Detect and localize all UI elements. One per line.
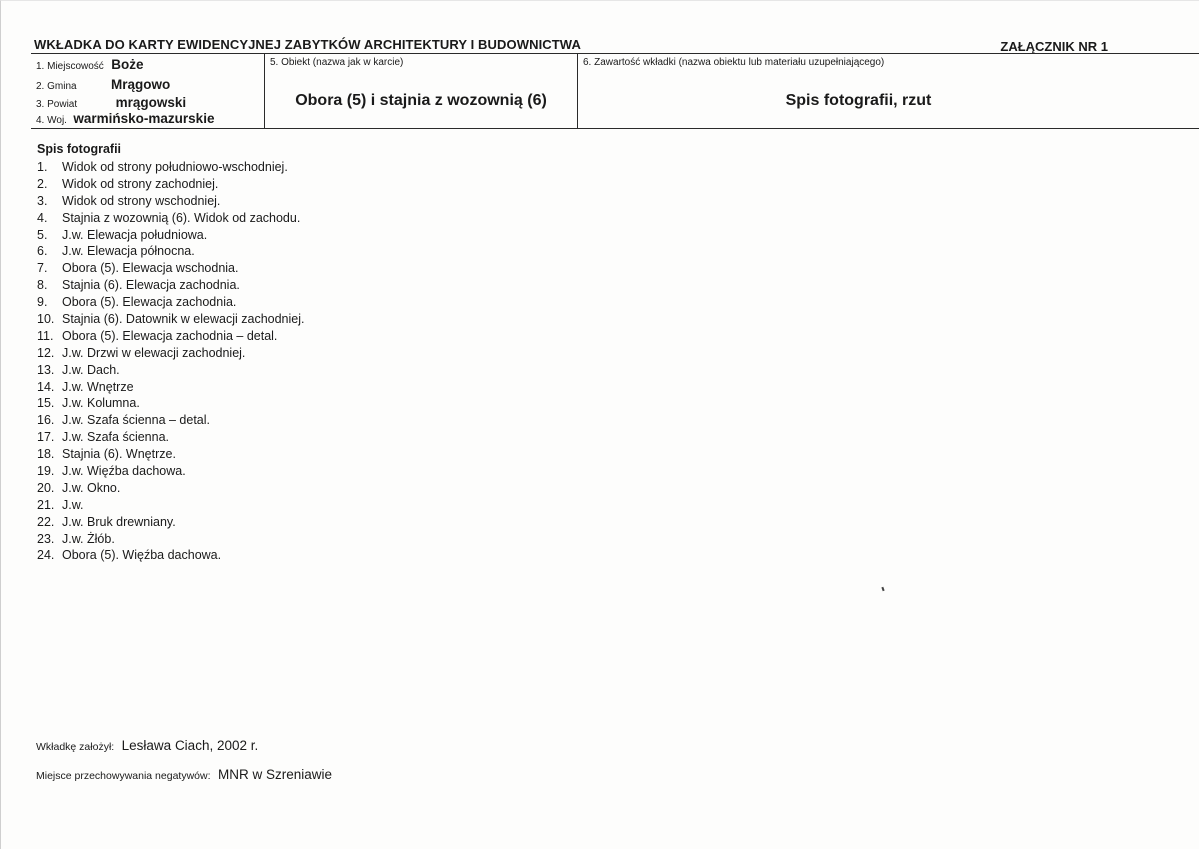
woj-value: warmińsko-mazurskie — [73, 111, 215, 126]
list-item — [37, 294, 304, 311]
object-value: Obora (5) i stajnia z wozownią (6) — [295, 92, 547, 109]
item-text: Obora (5). Więźba dachowa. — [62, 548, 222, 563]
item-number: 12. — [37, 345, 55, 360]
list-item — [37, 277, 304, 294]
item-text: J.w. Elewacja północna. — [62, 244, 195, 259]
author-value: Lesława Ciach, 2002 r. — [121, 738, 259, 753]
item-text: J.w. Żłób. — [62, 531, 115, 546]
item-text: Widok od strony zachodniej. — [62, 176, 219, 191]
list-item — [37, 260, 304, 277]
item-number: 20. — [37, 480, 55, 495]
item-text: Widok od strony południowo-wschodniej. — [62, 160, 288, 174]
photo-list-heading: Spis fotografii — [37, 142, 122, 156]
item-number: 9. — [37, 295, 48, 310]
item-text: J.w. Dach. — [62, 362, 120, 377]
list-item — [37, 193, 304, 210]
list-item — [37, 362, 304, 379]
item-number: 15. — [37, 396, 55, 411]
annex-number: ZAŁĄCZNIK NR 1 — [1000, 39, 1108, 54]
item-text: Obora (5). Elewacja zachodnia. — [62, 295, 237, 310]
storage-row — [36, 766, 332, 784]
list-item — [37, 227, 304, 244]
contents-value: Spis fotografii, rzut — [785, 92, 932, 109]
item-number: 8. — [37, 278, 48, 293]
item-text: Obora (5). Elewacja wschodnia. — [62, 261, 239, 276]
object-label: 5. Obiekt (nazwa jak w karcie) — [270, 57, 404, 68]
item-number: 19. — [37, 464, 55, 479]
item-text: Stajnia (6). Elewacja zachodnia. — [62, 278, 240, 293]
form-header-table — [31, 53, 1199, 129]
item-text: J.w. Wnętrze — [62, 379, 134, 394]
list-item — [37, 446, 304, 463]
item-text: Widok od strony wschodniej. — [62, 193, 221, 208]
item-text: Stajnia (6). Wnętrze. — [62, 447, 176, 462]
item-text: J.w. — [62, 497, 84, 512]
document-title: WKŁADKA DO KARTY EWIDENCYJNEJ ZABYTKÓW ARCHITEKTURY I BUDOWNICTWA — [34, 37, 581, 52]
scan-speck — [881, 587, 884, 591]
miejscowosc-row — [36, 56, 144, 74]
powiat-value: mrągowski — [115, 95, 187, 110]
list-item — [37, 531, 304, 548]
item-number: 6. — [37, 244, 48, 259]
list-item — [37, 395, 304, 412]
item-number: 18. — [37, 447, 55, 462]
item-text: J.w. Drzwi w elewacji zachodniej. — [62, 345, 246, 360]
item-number: 23. — [37, 531, 55, 546]
author-row — [36, 737, 258, 755]
list-item — [37, 210, 304, 227]
list-item — [37, 311, 304, 328]
list-item — [37, 429, 304, 446]
list-item — [37, 176, 304, 193]
list-item — [37, 480, 304, 497]
item-number: 21. — [37, 497, 55, 512]
item-text: J.w. Szafa ścienna. — [62, 430, 170, 445]
item-number: 22. — [37, 514, 55, 529]
woj-label: 4. Woj. — [36, 115, 67, 126]
list-item — [37, 514, 304, 531]
item-number: 2. — [37, 176, 48, 191]
item-number: 17. — [37, 430, 55, 445]
contents-cell — [577, 54, 1199, 128]
item-number: 1. — [37, 160, 48, 174]
list-item — [37, 497, 304, 514]
item-number: 4. — [37, 210, 48, 225]
item-text: Stajnia z wozownią (6). Widok od zachodu. — [62, 210, 301, 225]
storage-label: Miejsce przechowywania negatywów: — [36, 770, 211, 782]
woj-row — [36, 110, 214, 128]
item-text: J.w. Bruk drewniany. — [62, 514, 176, 529]
gmina-value: Mrągowo — [111, 77, 171, 92]
powiat-label: 3. Powiat — [36, 99, 78, 110]
list-item — [37, 243, 304, 260]
item-number: 7. — [37, 261, 48, 276]
item-text: J.w. Elewacja południowa. — [62, 227, 208, 242]
contents-label: 6. Zawartość wkładki (nazwa obiektu lub materiału uzupełniającego) — [583, 57, 885, 68]
list-item — [37, 379, 304, 396]
storage-value: MNR w Szreniawie — [217, 767, 332, 782]
item-text: Stajnia (6). Datownik w elewacji zachodniej. — [62, 312, 305, 327]
list-item — [37, 328, 304, 345]
author-label: Wkładkę założył: — [36, 741, 115, 753]
item-text: J.w. Więźba dachowa. — [62, 464, 186, 479]
item-number: 5. — [37, 227, 48, 242]
location-cell — [31, 54, 264, 128]
list-item — [37, 547, 304, 564]
item-number: 10. — [37, 312, 55, 327]
list-item — [37, 463, 304, 480]
item-text: J.w. Okno. — [62, 480, 121, 495]
item-number: 24. — [37, 548, 55, 563]
list-item — [37, 412, 304, 429]
item-number: 11. — [37, 328, 54, 343]
miejscowosc-value: Boże — [111, 57, 144, 72]
object-cell — [264, 54, 577, 128]
item-number: 13. — [37, 362, 55, 377]
photo-list — [37, 159, 304, 564]
gmina-label: 2. Gmina — [36, 81, 77, 92]
item-text: J.w. Kolumna. — [62, 396, 140, 411]
list-item — [37, 345, 304, 362]
gmina-row — [36, 76, 170, 94]
item-number: 14. — [37, 379, 55, 394]
item-text: Obora (5). Elewacja zachodnia – detal. — [62, 328, 278, 343]
item-text: J.w. Szafa ścienna – detal. — [62, 413, 211, 428]
item-number: 3. — [37, 193, 48, 208]
item-number: 16. — [37, 413, 55, 428]
list-item — [37, 159, 304, 176]
miejscowosc-label: 1. Miejscowość — [36, 61, 104, 72]
